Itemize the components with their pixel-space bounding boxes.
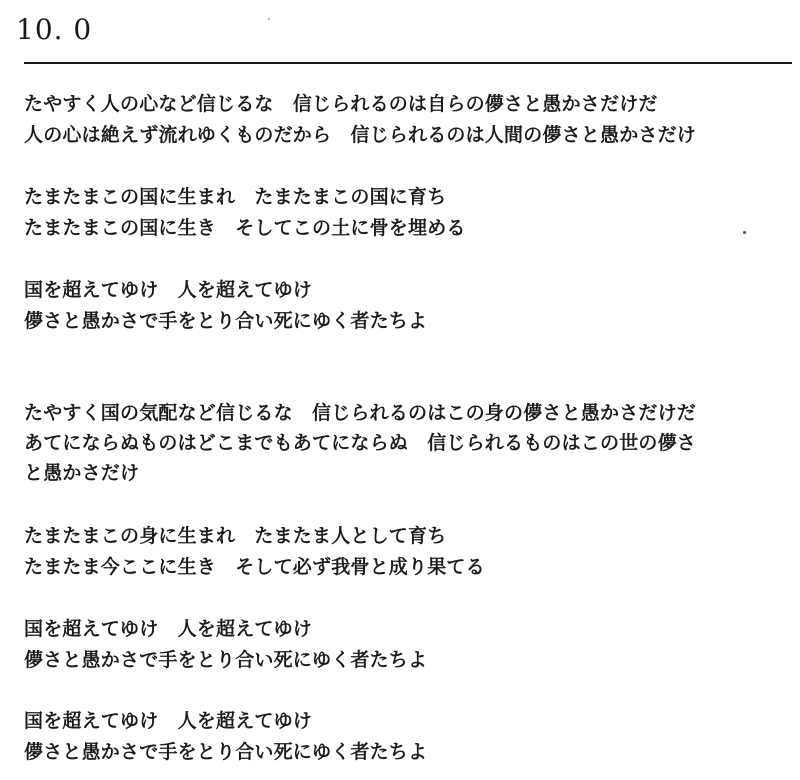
stanza-5-line-2: たまたま今ここに生き そして必ず我骨と成り果てる bbox=[24, 556, 485, 578]
stanza-7-line-1: 国を超えてゆけ 人を超えてゆけ bbox=[24, 710, 313, 732]
stanza-1-line-1: たやすく人の心など信じるな 信じられるのは自らの儚さと愚かさだけだ bbox=[24, 93, 658, 115]
stanza-2-line-2: たまたまこの国に生き そしてこの土に骨を埋める bbox=[24, 217, 466, 239]
stanza-3-line-1: 国を超えてゆけ 人を超えてゆけ bbox=[24, 279, 313, 301]
scan-speck bbox=[743, 231, 746, 234]
stanza-4-line-1: たやすく国の気配など信じるな 信じられるのはこの身の儚さと愚かさだけだ bbox=[24, 402, 697, 424]
title-divider bbox=[24, 62, 792, 64]
stanza-1-line-2: 人の心は絶えず流れゆくものだから 信じられるのは人間の儚さと愚かさだけ bbox=[24, 124, 697, 146]
scan-speck bbox=[268, 18, 270, 20]
stanza-6-line-2: 儚さと愚かさで手をとり合い死にゆく者たちよ bbox=[24, 649, 428, 671]
stanza-4-line-2: あてにならぬものはどこまでもあてにならぬ 信じられるものはこの世の儚さ bbox=[24, 432, 697, 454]
stanza-7-line-2: 儚さと愚かさで手をとり合い死にゆく者たちよ bbox=[24, 741, 428, 763]
stanza-6-line-1: 国を超えてゆけ 人を超えてゆけ bbox=[24, 618, 313, 640]
stanza-3-line-2: 儚さと愚かさで手をとり合い死にゆく者たちよ bbox=[24, 310, 428, 332]
stanza-4-line-3: と愚かさだけ bbox=[24, 462, 140, 484]
stanza-5-line-1: たまたまこの身に生まれ たまたま人として育ち bbox=[24, 525, 447, 547]
stanza-2-line-1: たまたまこの国に生まれ たまたまこの国に育ち bbox=[24, 186, 447, 208]
page-title: 10. 0 bbox=[16, 13, 93, 46]
